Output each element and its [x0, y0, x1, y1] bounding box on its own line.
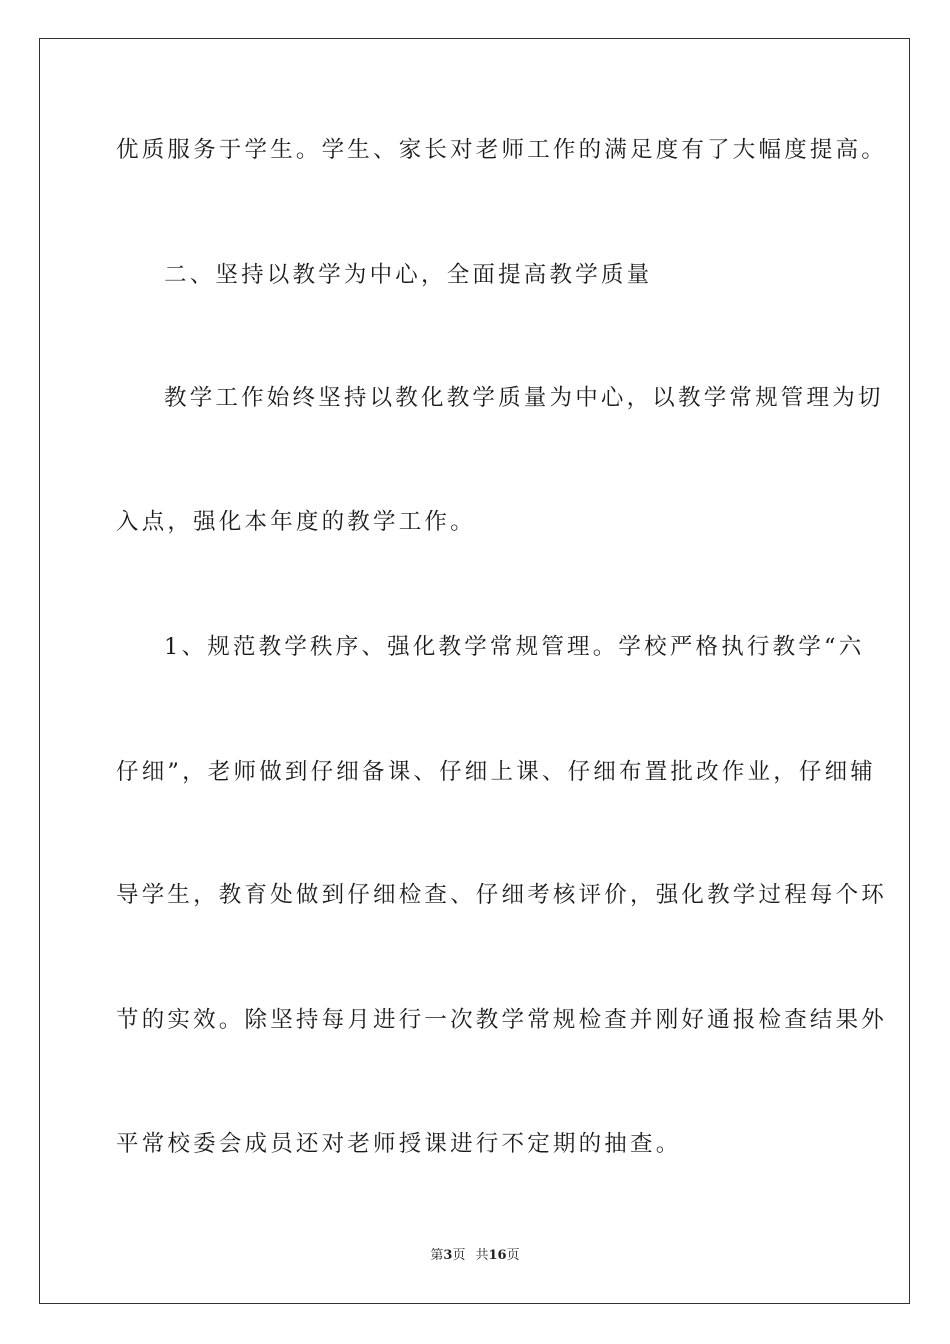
total-suffix: 页 — [506, 1248, 520, 1263]
page-prefix: 第 — [430, 1248, 444, 1263]
paragraph-line-4: 入点，强化本年度的教学工作。 — [116, 509, 476, 535]
paragraph-line-6: 仔细”，老师做到仔细备课、仔细上课、仔细布置批改作业，仔细辅 — [116, 759, 877, 785]
section-heading: 二、坚持以教学为中心，全面提高教学质量 — [164, 262, 653, 288]
page-border — [39, 38, 910, 1304]
page-number: 3 — [443, 1248, 453, 1263]
paragraph-line-9: 平常校委会成员还对老师授课进行不定期的抽查。 — [116, 1131, 682, 1157]
paragraph-line-8: 节的实效。除坚持每月进行一次教学常规检查并刚好通报检查结果外 — [116, 1007, 888, 1033]
page-suffix: 页 — [452, 1248, 466, 1263]
paragraph-line-3: 教学工作始终坚持以教化教学质量为中心，以教学常规管理为切 — [164, 385, 884, 411]
total-pages: 16 — [488, 1248, 507, 1263]
paragraph-line-1: 优质服务于学生。学生、家长对老师工作的满足度有了大幅度提高。 — [116, 137, 888, 163]
total-prefix: 共 — [475, 1248, 489, 1263]
paragraph-line-7: 导学生，教育处做到仔细检查、仔细考核评价，强化教学过程每个环 — [116, 882, 888, 908]
page-footer — [0, 1247, 950, 1265]
paragraph-line-5: 1、规范教学秩序、强化教学常规管理。学校严格执行教学“六 — [164, 634, 865, 660]
